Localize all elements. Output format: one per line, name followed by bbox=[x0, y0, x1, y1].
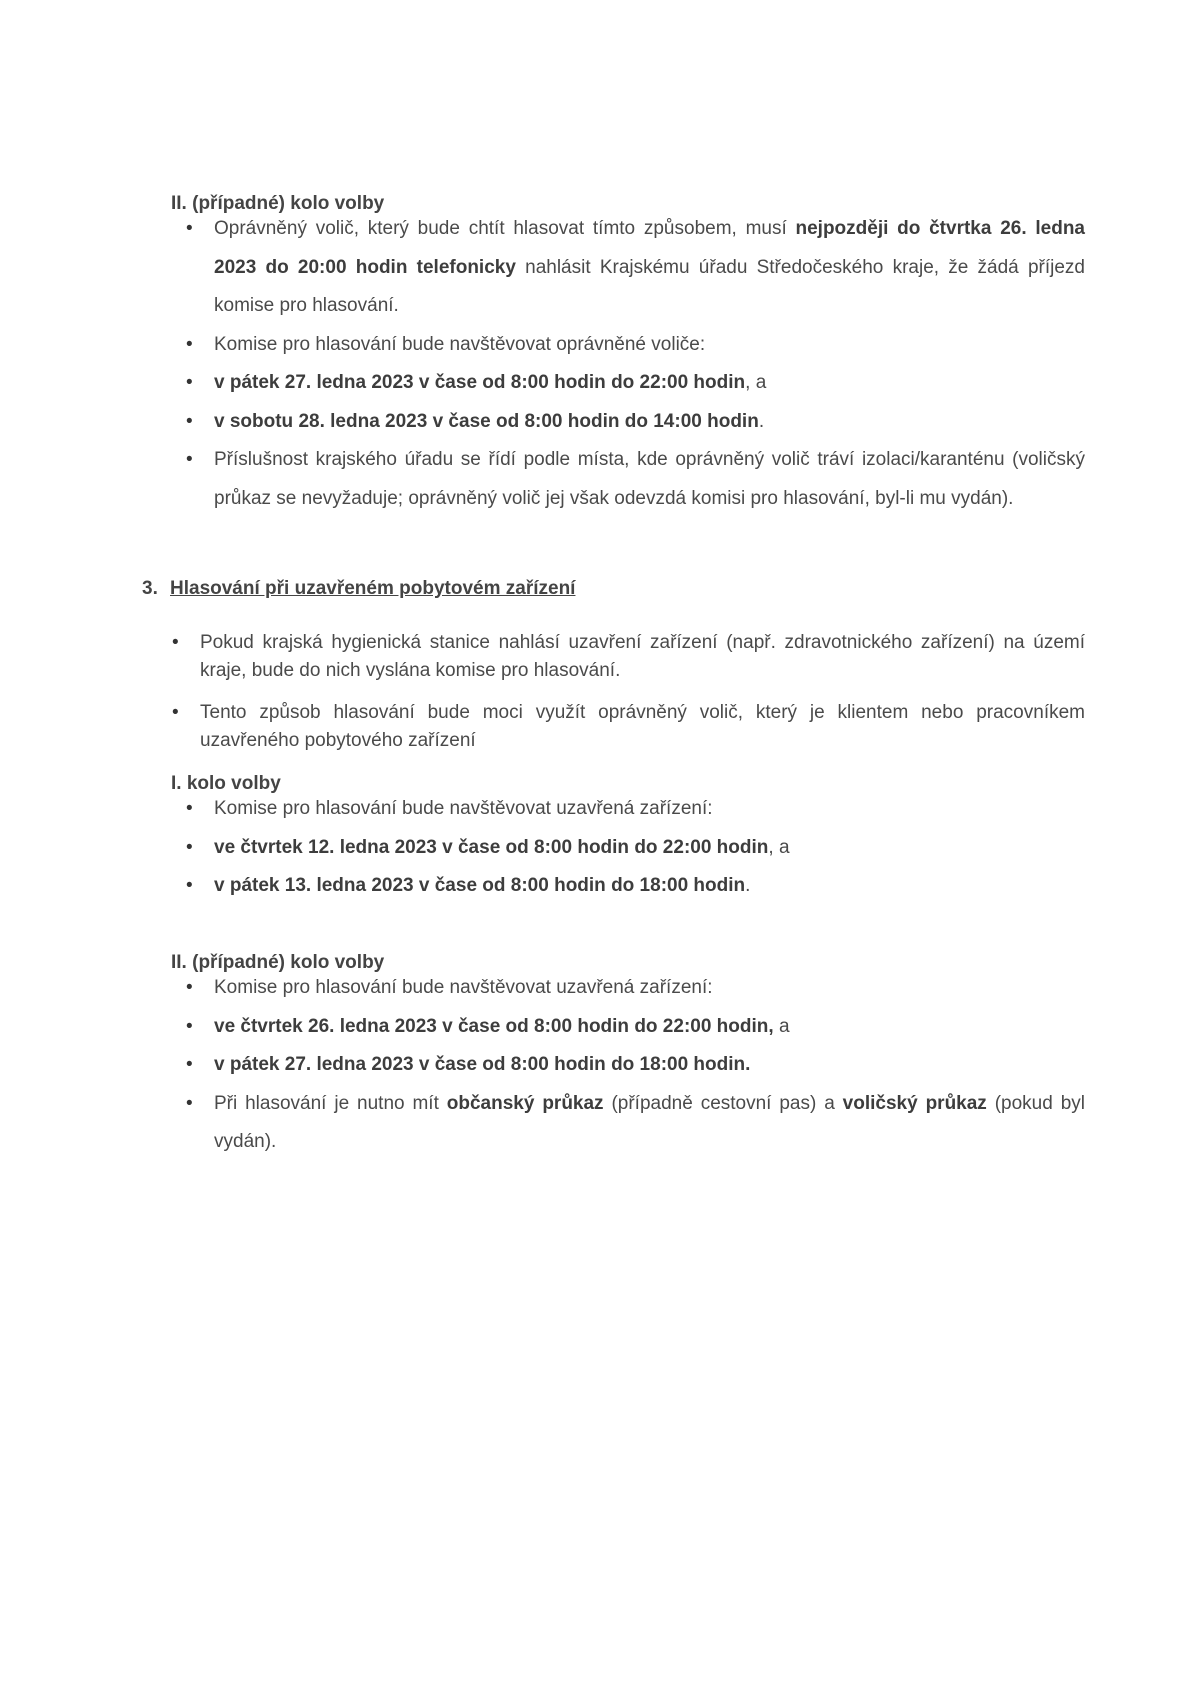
bullet-icon: • bbox=[186, 218, 193, 239]
bullet-icon: • bbox=[186, 333, 193, 355]
list-item bbox=[186, 829, 1085, 868]
text: Komise pro hlasování bude navštěvovat uzavřená zařízení: bbox=[214, 798, 713, 819]
list-item bbox=[172, 699, 1085, 755]
bullet-icon: • bbox=[186, 449, 193, 470]
bullet-icon: • bbox=[186, 410, 193, 432]
bold-text: ve čtvrtek 26. ledna 2023 v čase od 8:00 hodin do 22:00 hodin, bbox=[214, 1015, 774, 1037]
list-item bbox=[186, 441, 1085, 518]
text: . bbox=[758, 410, 765, 432]
bullet-icon: • bbox=[172, 632, 179, 653]
text: , a bbox=[745, 372, 767, 393]
round2b-list bbox=[186, 969, 1085, 1162]
text: (případně cestovní pas) a bbox=[603, 1092, 843, 1114]
text: a bbox=[773, 1015, 790, 1037]
text: , a bbox=[768, 836, 790, 858]
text: Při hlasování je nutno mít bbox=[214, 1092, 447, 1114]
bold-text: v pátek 27. ledna 2023 v čase od 8:00 hodin do 18:00 hodin. bbox=[214, 1054, 751, 1075]
list-item bbox=[186, 969, 1085, 1008]
text: . bbox=[745, 875, 751, 896]
bullet-icon: • bbox=[172, 702, 179, 723]
section-label: Hlasování při uzavřeném pobytovém zařízení bbox=[170, 578, 576, 599]
round1-heading: I. kolo volby bbox=[171, 773, 281, 794]
section3-list bbox=[172, 629, 1085, 769]
list-item bbox=[186, 1046, 1085, 1085]
text: Příslušnost krajského úřadu se řídí podle místa, kde oprávněný volič tráví izolaci/karanténu (voličský průkaz se nevyžaduje; oprávněný volič jej však odevzdá komisi pro hlasování, byl-li mu vydán). bbox=[214, 449, 1085, 509]
bullet-icon: • bbox=[186, 372, 193, 393]
text: Pokud krajská hygienická stanice nahlásí uzavření zařízení (např. zdravotnického zařízení) na území kraje, bude do nich vyslána komise pro hlasování. bbox=[200, 632, 1085, 681]
list-item bbox=[186, 1008, 1085, 1047]
list-item bbox=[186, 790, 1085, 829]
list-item bbox=[172, 629, 1085, 685]
bold-text: v pátek 27. ledna 2023 v čase od 8:00 hodin do 22:00 hodin bbox=[214, 372, 746, 393]
list-item bbox=[186, 210, 1085, 326]
bold-text: v pátek 13. ledna 2023 v čase od 8:00 hodin do 18:00 hodin bbox=[214, 875, 746, 896]
bullet-icon: • bbox=[186, 875, 193, 896]
round2-list bbox=[186, 210, 1085, 518]
list-item bbox=[186, 403, 1085, 442]
round1-list bbox=[186, 790, 1085, 906]
round2-heading: II. (případné) kolo volby bbox=[171, 193, 385, 214]
list-item bbox=[186, 867, 1085, 906]
bullet-icon: • bbox=[186, 1054, 193, 1075]
section-3-title bbox=[142, 578, 575, 600]
bold-text: občanský průkaz bbox=[446, 1092, 604, 1114]
bullet-icon: • bbox=[186, 836, 193, 858]
text: Komise pro hlasování bude navštěvovat uzavřená zařízení: bbox=[214, 977, 713, 998]
text: (pokud byl vydán). bbox=[214, 1092, 1085, 1152]
bold-text: v sobotu 28. ledna 2023 v čase od 8:00 hodin do 14:00 hodin bbox=[214, 410, 759, 432]
text: nahlásit Krajskému úřadu Středočeského kraje, že žádá příjezd komise pro hlasování. bbox=[214, 256, 1085, 316]
list-item bbox=[186, 364, 1085, 403]
bold-text: ve čtvrtek 12. ledna 2023 v čase od 8:00 hodin do 22:00 hodin bbox=[214, 836, 769, 858]
text: Oprávněný volič, který bude chtít hlasovat tímto způsobem, musí bbox=[214, 218, 796, 239]
list-item bbox=[186, 1085, 1085, 1162]
section-number: 3. bbox=[142, 578, 158, 599]
bullet-icon: • bbox=[186, 1015, 193, 1037]
text: Komise pro hlasování bude navštěvovat oprávněné voliče: bbox=[214, 333, 706, 355]
list-item bbox=[186, 326, 1085, 365]
text: Tento způsob hlasování bude moci využít oprávněný volič, který je klientem nebo pracovníkem uzavřeného pobytového zařízení bbox=[200, 702, 1085, 751]
round2b-heading: II. (případné) kolo volby bbox=[171, 952, 385, 973]
bullet-icon: • bbox=[186, 798, 193, 819]
bold-text: voličský průkaz bbox=[842, 1092, 987, 1114]
bold-text: nejpozději do čtvrtka 26. ledna 2023 do 20:00 hodin telefonicky bbox=[214, 218, 1085, 278]
bullet-icon: • bbox=[186, 1092, 193, 1114]
bullet-icon: • bbox=[186, 977, 193, 998]
